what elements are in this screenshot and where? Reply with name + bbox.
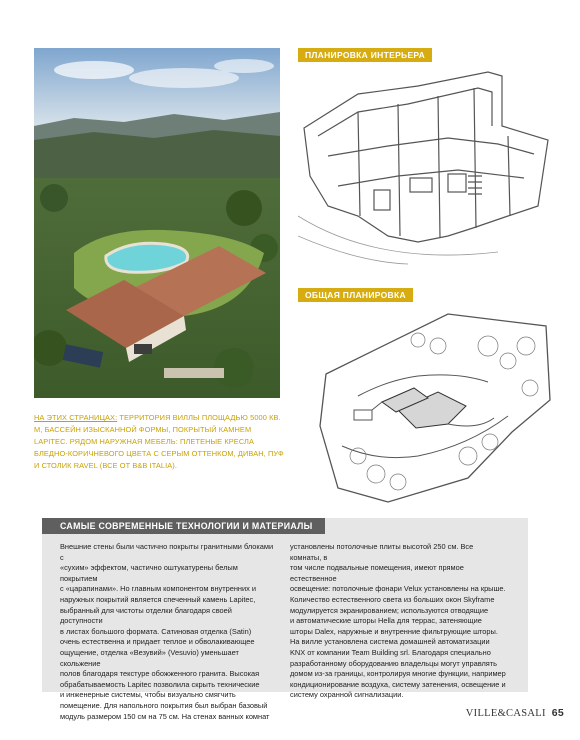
magazine-brand: VILLE&CASALI xyxy=(465,708,546,719)
text-line: помещение. Для напольного покрытия был выбран базовый xyxy=(60,700,268,710)
text-line: обрабатываемость Lapitec позволила скрыть технические xyxy=(60,679,260,689)
villa-aerial-photo xyxy=(34,48,280,398)
text-line: с «царапинами». Но главным компонентом внутренних и xyxy=(60,584,256,594)
text-line: и инженерные системы, чтобы визуально смягчить xyxy=(60,690,236,700)
photo-caption xyxy=(34,412,284,472)
caption-lead: НА ЭТИХ СТРАНИЦАХ: xyxy=(34,413,118,422)
text-line: Внешние стены были частично покрыты гранитными блоками с xyxy=(60,542,274,562)
caption-text: ТЕРРИТОРИЯ ВИЛЛЫ ПЛОЩАДЬЮ 5000 КВ. М, БАССЕЙН ИЗЫСКАННОЙ ФОРМЫ, ПОКРЫТЫЙ КАМНЕМ LAPITEC. РЯДОМ НАРУЖНАЯ МЕБЕЛЬ: ПЛЕТЕНЫЕ КРЕСЛА БЛЕДНО-КОРИЧНЕВОГО ЦВЕТА С СЕРЫМ ОТТЕНКОМ, ДИВАН, ПУФ И СТОЛИК RAVEL (ВСЕ ОТ B&B ITALIA). xyxy=(34,413,284,470)
text-line: домом из-за границы, контролируя многие функции, например xyxy=(290,669,506,679)
text-line: KNX от компании Team Building srl. Благодаря специально xyxy=(290,647,491,657)
general-site-plan xyxy=(298,306,556,512)
text-line: наружных покрытий является спеченный камень Lapitec, xyxy=(60,594,256,604)
technology-text-column-1 xyxy=(60,542,276,722)
text-line: систему охранной сигнализации. xyxy=(290,690,404,700)
technology-section-title: САМЫЕ СОВРЕМЕННЫЕ ТЕХНОЛОГИИ И МАТЕРИАЛЫ xyxy=(42,518,325,534)
text-line: модулируется экранированием; используются отводящие xyxy=(290,605,489,615)
text-line: и автоматические шторы Hella для террас, затеняющие xyxy=(290,616,482,626)
text-line: выбранный для чистоты отделки благодаря своей доступности xyxy=(60,605,232,626)
page-number: 65 xyxy=(551,707,564,719)
text-line: На вилле установлена система домашней автоматизации xyxy=(290,637,490,647)
page-footer xyxy=(466,707,564,719)
text-line: «сухим» эффектом, частично оштукатурены белым покрытием xyxy=(60,563,238,583)
text-line: разработанному оборудованию владельцы могут управлять xyxy=(290,658,498,668)
text-line: кондиционирование воздуха, систему затенения, освещение и xyxy=(290,679,506,689)
general-plan-label: ОБЩАЯ ПЛАНИРОВКА xyxy=(298,288,413,302)
text-line: в листах большого формата. Сатиновая отделка (Satin) xyxy=(60,626,252,636)
text-line: том числе подвальные помещения, имеют прямое естественное xyxy=(290,563,464,583)
text-line: модуль размером 150 см на 75 см. На стенах ванных комнат xyxy=(60,711,270,721)
interior-floor-plan xyxy=(298,66,556,266)
text-line: шторы Dalex, наружные и внутренние фильтрующие шторы. xyxy=(290,626,498,636)
text-line: Количество естественного света из больших окон Skyframe xyxy=(290,594,495,604)
text-line: установлены потолочные плиты высотой 250 см. Все комнаты, в xyxy=(290,542,474,562)
text-line: очень естественна и придает теплое и обволакивающее xyxy=(60,637,255,647)
interior-plan-label: ПЛАНИРОВКА ИНТЕРЬЕРА xyxy=(298,48,432,62)
technology-text-column-2 xyxy=(290,542,506,701)
text-line: освещение: потолочные фонари Velux установлены на крыше. xyxy=(290,584,506,594)
text-line: ощущение, отделка «Везувий» (Vesuvio) уменьшает скольжение xyxy=(60,647,239,668)
text-line: полов благодаря текстуре обожженного гранита. Высокая xyxy=(60,669,260,679)
